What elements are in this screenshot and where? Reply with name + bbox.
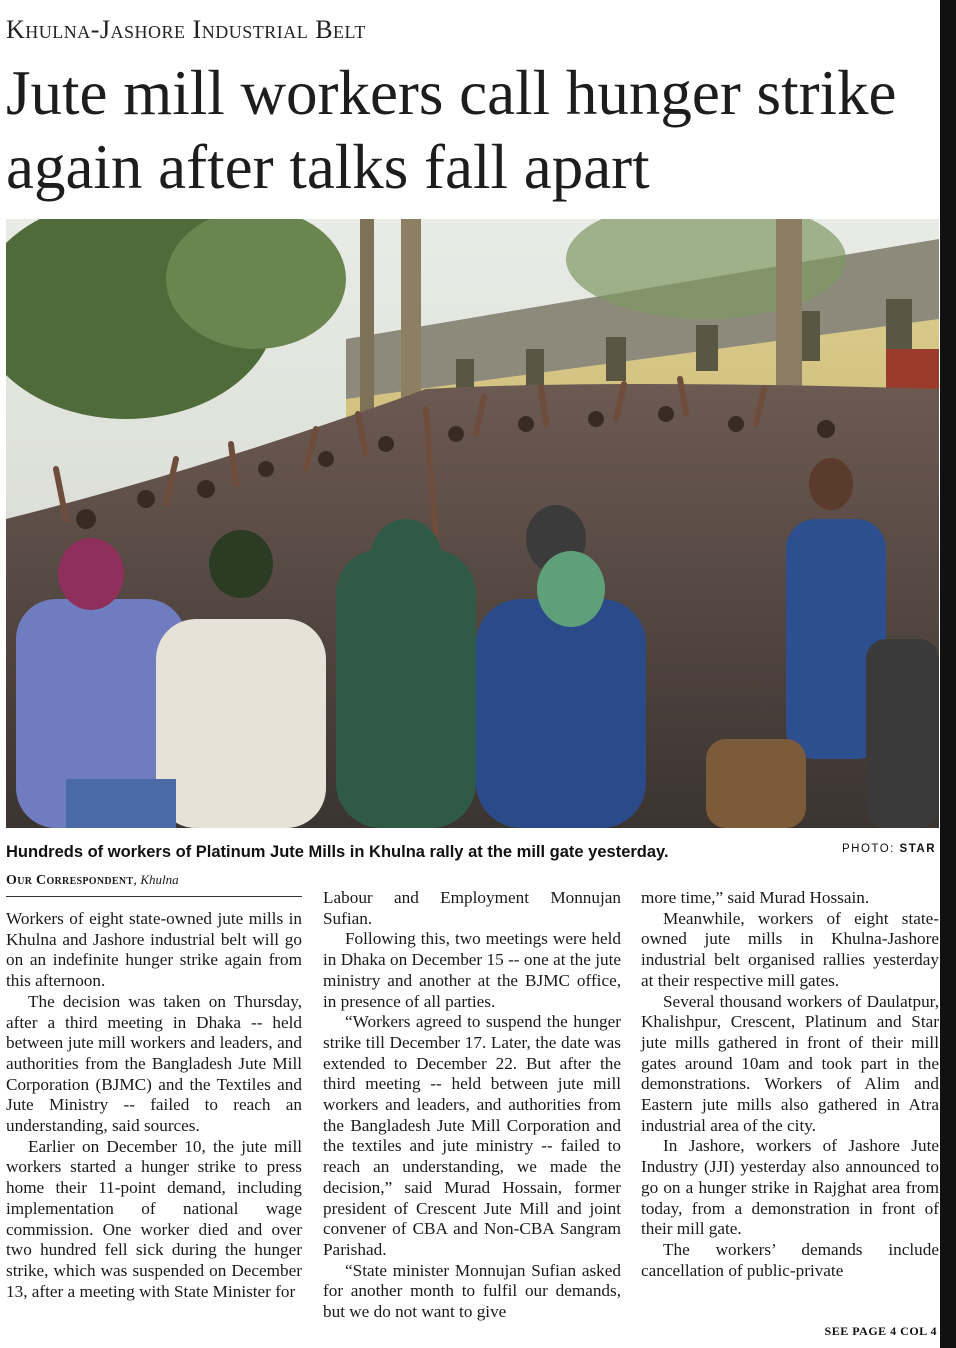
paragraph: Meanwhile, workers of eight state-owned jute mills in Khulna-Jashore industrial belt organised rallies yesterday at their respective mill gates. [641, 908, 939, 990]
section-kicker: Khulna-Jashore Industrial Belt [6, 15, 366, 44]
paragraph: Following this, two meetings were held in Dhaka on December 15 -- one at the jute ministry and another at the BJMC office, in presence of all parties. [323, 929, 621, 1011]
paragraph: The decision was taken on Thursday, after a third meeting in Dhaka -- held between jute mill workers and leaders, and authorities from the Bangladesh Jute Mill Corporation (BJMC) and the Textiles and Jute Ministry -- failed to reach an understanding, said sources. [6, 991, 302, 1136]
photo-credit [842, 842, 936, 856]
paragraph: Earlier on December 10, the jute mill workers started a hunger strike to press home their 11-point demand, including implementation of national wage commission. One worker died and over two hundred fell sick during the hunger strike, which was suspended on December 13, after a meeting with State Minister for [6, 1136, 302, 1301]
continuation-jump[interactable]: SEE PAGE 4 COL 4 [824, 1324, 937, 1338]
headline: Jute mill workers call hunger strike again after talks fall apart [6, 58, 897, 202]
article-column-1 [6, 909, 302, 1302]
byline-location: Khulna [140, 872, 179, 887]
paragraph: In Jashore, workers of Jashore Jute Industry (JJI) yesterday also announced to go on a hunger strike in Rajghat area from today, from a demonstration in front of their mill gate. [641, 1136, 939, 1239]
paragraph: Workers of eight state-owned jute mills in Khulna and Jashore industrial belt will go on an indefinite hunger strike again from this afternoon. [6, 909, 302, 991]
page-edge [940, 0, 956, 1348]
photo-credit-source: STAR [899, 843, 936, 855]
paragraph: “State minister Monnujan Sufian asked for another month to fulfil our demands, but we do not want to give [323, 1260, 621, 1322]
paragraph: “Workers agreed to suspend the hunger strike till December 17. Later, the date was extended to December 22. But after the third meeting -- held between jute mill workers and leaders, and authorities from the Bangladesh Jute Mill Corporation and the textiles and jute ministry -- failed to reach an understanding, we made the decision,” said Murad Hossain, former president of Crescent Jute Mill and joint convener of CBA and Non-CBA Sangram Parishad. [323, 1012, 621, 1259]
byline-name: Our Correspondent [6, 873, 134, 888]
article-column-2 [323, 888, 621, 1323]
paragraph: The workers’ demands include cancellation of public-private [641, 1239, 939, 1280]
photo-credit-label: PHOTO: [841, 843, 900, 855]
byline: Our Correspondent, Khulna [6, 872, 179, 888]
photo-caption: Hundreds of workers of Platinum Jute Mills in Khulna rally at the mill gate yesterday. [6, 843, 669, 861]
paragraph: more time,” said Murad Hossain. [641, 888, 870, 907]
news-photo [6, 219, 939, 828]
byline-divider [6, 896, 302, 897]
paragraph: Labour and Employment Monnujan Sufian. [323, 888, 621, 928]
article-column-3 [641, 888, 939, 1281]
paragraph: Several thousand workers of Daulatpur, Khalishpur, Crescent, Platinum and Star jute mills gathered in front of their mill gates around 10am and took part in the demonstrations. Workers of Alim and Eastern jute mills also gathered in Atra industrial area of the city. [641, 991, 939, 1135]
